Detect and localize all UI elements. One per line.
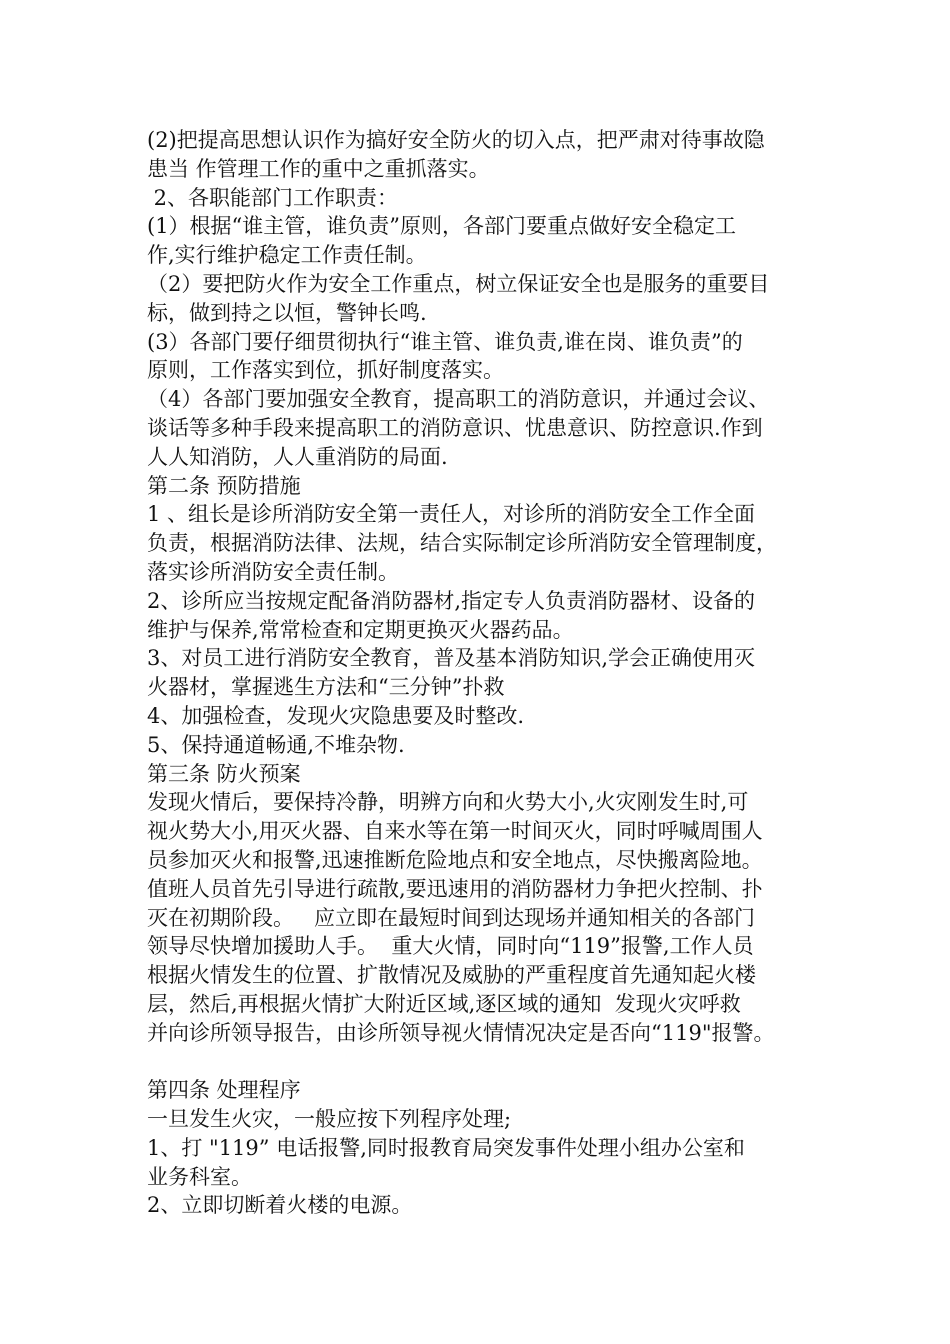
- blank-line: [147, 1048, 837, 1077]
- section-heading: 第四条 处理程序: [147, 1078, 301, 1103]
- text-line: 3、对员工进行消防安全教育，普及基本消防知识,学会正确使用灭: [147, 646, 756, 671]
- text-line: （4）各部门要加强安全教育，提高职工的消防意识，并通过会议、: [147, 387, 770, 412]
- text-line: 员参加灭火和报警,迅速推断危险地点和安全地点，尽快搬离险地。: [147, 847, 763, 872]
- text-line: 人人知消防，人人重消防的局面.: [147, 444, 448, 469]
- text-line: 维护与保养,常常检查和定期更换灭火器药品。: [147, 617, 574, 642]
- text-line: 负责，根据消防法律、法规，结合实际制定诊所消防安全管理制度，: [147, 531, 777, 556]
- text-line: (1）根据“谁主管，谁负责”原则，各部门要重点做好安全稳定工: [147, 214, 737, 239]
- text-line: 根据火情发生的位置、扩散情况及威胁的严重程度首先通知起火楼: [147, 963, 756, 988]
- text-line: 5、保持通道畅通,不堆杂物.: [147, 732, 405, 757]
- text-line: 1 、组长是诊所消防安全第一责任人，对诊所的消防安全工作全面: [147, 502, 756, 527]
- text-line: 领导尽快增加援助人手。 重大火情，同时向“119”报警,工作人员: [147, 934, 754, 959]
- text-line: 原则，工作落实到位，抓好制度落实。: [147, 358, 504, 383]
- section-heading: 第二条 预防措施: [147, 473, 301, 498]
- document-body: [147, 126, 837, 1220]
- text-line: 并向诊所领导报告，由诊所领导视火情情况决定是否向“119"报警。: [147, 1020, 775, 1045]
- text-line: 落实诊所消防安全责任制。: [147, 559, 399, 584]
- text-line: 火器材，掌握逃生方法和“三分钟”扑救: [147, 675, 505, 700]
- text-line: （2）要把防火作为安全工作重点，树立保证安全也是服务的重要目: [147, 271, 770, 296]
- text-line: 标，做到持之以恒，警钟长鸣.: [147, 300, 427, 325]
- text-line: 灭在初期阶段。 应立即在最短时间到达现场并通知相关的各部门: [147, 905, 756, 930]
- text-line: 1、打 "119” 电话报警,同时报教育局突发事件处理小组办公室和: [147, 1135, 745, 1160]
- text-line: (2)把提高思想认识作为搞好安全防火的切入点，把严肃对待事故隐: [147, 128, 765, 152]
- text-line: 2、诊所应当按规定配备消防器材,指定专人负责消防器材、设备的: [147, 588, 756, 613]
- text-line: 患当 作管理工作的重中之重抓落实。: [147, 156, 490, 181]
- text-line: 层，然后,再根据火情扩大附近区域,逐区域的通知 发现火灾呼救: [147, 991, 741, 1016]
- text-line: 4、加强检查，发现火灾隐患要及时整改.: [147, 703, 525, 728]
- text-line: 视火势大小,用灭火器、自来水等在第一时间灭火，同时呼喊周围人: [147, 819, 763, 844]
- text-line: (3）各部门要仔细贯彻执行“谁主管、谁负责,谁在岗、谁负责”的: [147, 329, 743, 354]
- text-line: 值班人员首先引导进行疏散,要迅速用的消防器材力争把火控制、扑: [147, 876, 763, 901]
- text-line: 业务科室。: [147, 1164, 252, 1189]
- text-line: 作,实行维护稳定工作责任制。: [147, 243, 427, 268]
- text-line: 2、立即切断着火楼的电源。: [147, 1193, 413, 1218]
- text-line: 发现火情后，要保持冷静，明辨方向和火势大小,火灾刚发生时,可: [147, 790, 749, 815]
- text-line: 谈话等多种手段来提高职工的消防意识、忧患意识、防控意识.作到: [147, 415, 763, 440]
- text-line: 2、各职能部门工作职责：: [147, 185, 399, 210]
- section-heading: 第三条 防火预案: [147, 761, 301, 786]
- text-line: 一旦发生火灾，一般应按下列程序处理;: [147, 1107, 512, 1132]
